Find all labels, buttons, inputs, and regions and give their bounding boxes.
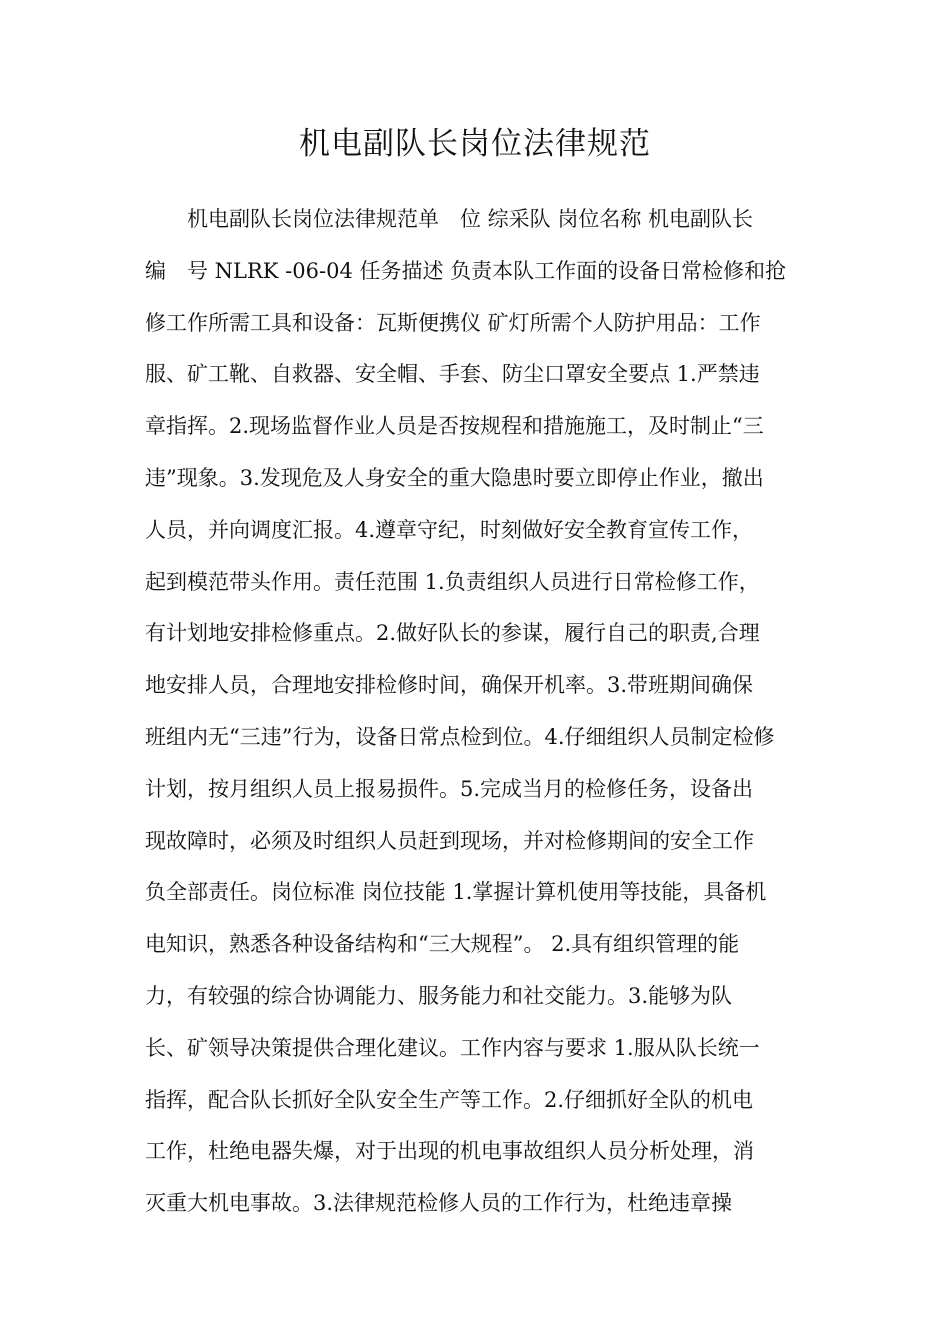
body-line: 计划，按月组织人员上报易损件。5.完成当月的检修任务，设备出 xyxy=(145,776,754,801)
body-line: 灭重大机电事故。3.法律规范检修人员的工作行为，杜绝违章操 xyxy=(145,1191,733,1216)
body-line: 人员，并向调度汇报。4.遵章守纪，时刻做好安全教育宣传工作， xyxy=(145,517,754,542)
body-line: 机电副队长岗位法律规范单 位 综采队 岗位名称 机电副队长 xyxy=(187,207,754,231)
body-line: 工作，杜绝电器失爆，对于出现的机电事故组织人员分析处理，消 xyxy=(145,1139,754,1164)
body-line: 负全部责任。岗位标准 岗位技能 1.掌握计算机使用等技能，具备机 xyxy=(145,880,767,905)
document-body xyxy=(145,194,825,1230)
body-line: 起到模范带头作用。责任范围 1.负责组织人员进行日常检修工作， xyxy=(145,569,760,594)
body-line: 指挥，配合队长抓好全队安全生产等工作。2.仔细抓好全队的机电 xyxy=(145,1087,754,1112)
body-line: 地安排人员，合理地安排检修时间，确保开机率。3.带班期间确保 xyxy=(145,673,754,698)
body-line: 服、矿工靴、自救器、安全帽、手套、防尘口罩安全要点 1.严禁违 xyxy=(145,362,760,387)
body-line: 违”现象。3.发现危及人身安全的重大隐患时要立即停止作业，撤出 xyxy=(145,465,764,490)
body-line: 力，有较强的综合协调能力、服务能力和社交能力。3.能够为队 xyxy=(145,983,733,1008)
body-line: 章指挥。2.现场监督作业人员是否按规程和措施施工，及时制止“三 xyxy=(145,414,764,439)
body-line: 电知识，熟悉各种设备结构和“三大规程”。 2.具有组织管理的能 xyxy=(145,932,740,957)
body-line: 有计划地安排检修重点。2.做好队长的参谋，履行自己的职责,合理 xyxy=(145,621,760,646)
body-line: 编 号 NLRK -06-04 任务描述 负责本队工作面的设备日常检修和抢 xyxy=(145,258,787,283)
body-line: 修工作所需工具和设备：瓦斯便携仪 矿灯所需个人防护用品：工作 xyxy=(145,310,761,335)
body-line: 长、矿领导决策提供合理化建议。工作内容与要求 1.服从队长统一 xyxy=(145,1035,760,1060)
body-line: 班组内无“三违”行为，设备日常点检到位。4.仔细组织人员制定检修 xyxy=(145,724,775,749)
document-title: 机电副队长岗位法律规范 xyxy=(299,126,651,162)
body-line: 现故障时，必须及时组织人员赶到现场，并对检修期间的安全工作 xyxy=(145,828,754,853)
